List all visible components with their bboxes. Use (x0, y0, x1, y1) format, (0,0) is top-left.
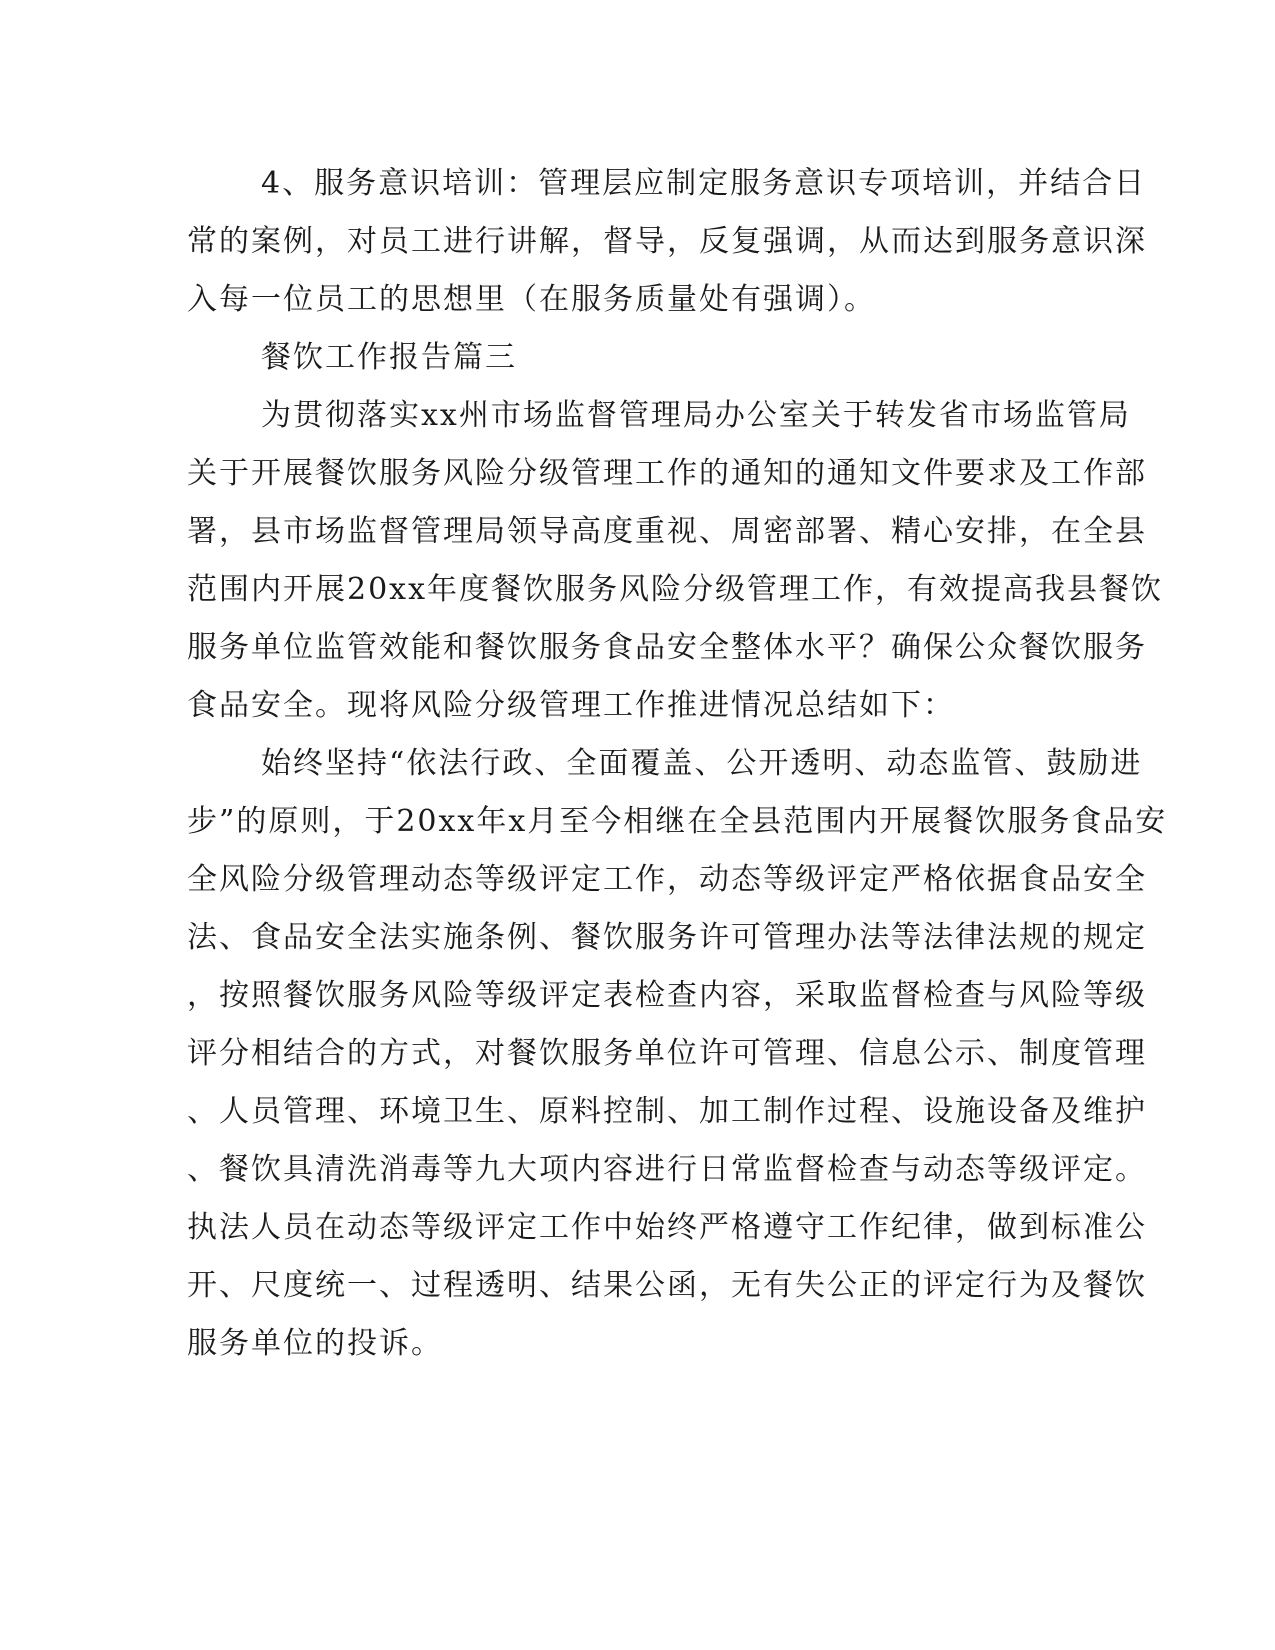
paragraph-line: 服务单位监管效能和餐饮服务食品安全整体水平？确保公众餐饮服务 (187, 630, 1147, 665)
paragraph-line: ，按照餐饮服务风险等级评定表检查内容，采取监督检查与风险等级 (187, 978, 1147, 1013)
paragraph-line: 步”的原则，于20xx年x月至今相继在全县范围内开展餐饮服务食品安 (187, 804, 1168, 839)
paragraph-line: 关于开展餐饮服务风险分级管理工作的通知的通知文件要求及工作部 (187, 456, 1147, 491)
paragraph-line: 执法人员在动态等级评定工作中始终严格遵守工作纪律，做到标准公 (187, 1210, 1147, 1245)
paragraph-line: 服务单位的投诉。 (187, 1326, 443, 1361)
paragraph-line: 法、食品安全法实施条例、餐饮服务许可管理办法等法律法规的规定 (187, 920, 1147, 955)
section-heading: 餐饮工作报告篇三 (261, 340, 517, 375)
paragraph-line: 、人员管理、环境卫生、原料控制、加工制作过程、设施设备及维护 (187, 1094, 1147, 1129)
paragraph-line: 全风险分级管理动态等级评定工作，动态等级评定严格依据食品安全 (187, 862, 1147, 897)
paragraph-line: 为贯彻落实xx州市场监督管理局办公室关于转发省市场监管局 (261, 398, 1131, 433)
paragraph-line: 范围内开展20xx年度餐饮服务风险分级管理工作，有效提高我县餐饮 (187, 572, 1164, 607)
paragraph-line: 食品安全。现将风险分级管理工作推进情况总结如下： (187, 688, 955, 723)
paragraph-line: 入每一位员工的思想里（在服务质量处有强调）。 (187, 282, 876, 317)
paragraph-line: 常的案例，对员工进行讲解，督导，反复强调，从而达到服务意识深 (187, 224, 1147, 259)
paragraph-line: 、餐饮具清洗消毒等九大项内容进行日常监督检查与动态等级评定。 (187, 1152, 1147, 1187)
paragraph-line: 署，县市场监督管理局领导高度重视、周密部署、精心安排，在全县 (187, 514, 1147, 549)
paragraph-line: 开、尺度统一、过程透明、结果公函，无有失公正的评定行为及餐饮 (187, 1268, 1147, 1303)
paragraph-line: 4、服务意识培训：管理层应制定服务意识专项培训，并结合日 (261, 166, 1147, 201)
paragraph-line: 评分相结合的方式，对餐饮服务单位许可管理、信息公示、制度管理 (187, 1036, 1147, 1071)
paragraph-line: 始终坚持“依法行政、全面覆盖、公开透明、动态监管、鼓励进 (261, 746, 1143, 781)
